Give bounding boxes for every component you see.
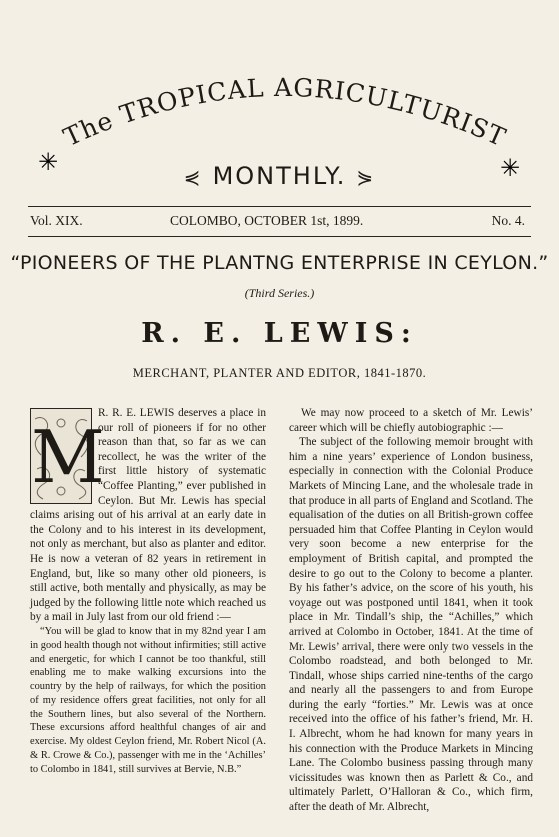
issue-number: No. 4. xyxy=(491,213,525,228)
left-ornament-icon: ✳ xyxy=(38,148,59,176)
article-title: “PIONEERS OF THE PLANTNG ENTERPRISE IN CEYLON.” xyxy=(10,252,549,274)
right-column xyxy=(289,406,533,815)
subject-roles: MERCHANT, PLANTER AND EDITOR, 1841-1870. xyxy=(132,366,427,380)
left-column xyxy=(30,406,266,777)
subject-name: R. E. LEWIS: xyxy=(141,318,418,349)
masthead xyxy=(0,0,559,205)
masthead-subtitle: ⋞ MONTHLY. ⋟ xyxy=(183,162,376,190)
right-paragraph-2: The subject of the following memoir brought with him a nine years’ experience of London business, especially in connection with the Colonial Produce Markets of Mincing Lane, and the wholesale trade in that produce in all parts of England and Scotland. The equalisation of the duties on all British-grown coffee persuaded him that Coffee Planting in Ceylon would very soon become a new enterprise for the employment of British capital, and prompted the desire to go out to the Colony to become a planter. By his father’s advice, on the score of his youth, his voyage out was postponed until 1841, when it took place in Mr. Tindall’s ship, the “Achilles,” which arrived at Colombo in October, 1841. At the time of Mr. Lewis’ arrival, there were only two vessels in the Colombo roadstead, and both belonged to Mr. Tindall, whose ships carried nine-tenths of the cargo and nearly all the passengers to and from Europe during the early “forties.” Mr. Lewis was at once received into the office of his father’s friend, Mr. H. I. Albrecht, whom he had known for many years in his connection with the Produce Markets in Mincing Lane. The Colombo business passing through many vicissitudes was known then as Parlett & Co., and ultimately Parlett, O’Halloran & Co., which firm, after the death of Mr. Albrecht, xyxy=(289,436,533,814)
right-flourish-icon: ⋟ xyxy=(356,165,376,189)
series-label: (Third Series.) xyxy=(244,286,315,300)
volume: Vol. XIX. xyxy=(30,213,83,228)
dropcap-letter: M xyxy=(31,415,105,499)
left-flourish-icon: ⋞ xyxy=(183,165,203,189)
dropcap-illustration xyxy=(30,408,105,504)
bottom-rule xyxy=(28,236,531,237)
right-paragraph-1: We may now proceed to a sketch of Mr. Lewis’ career which will be chiefly autobiographic :— xyxy=(289,407,533,434)
quoted-letter: “You will be glad to know that in my 82nd year I am in good health though not without infirmities; still active and energetic, for which I cannot be too thankful, still enabling me to make walking excursions into the country by the help of railways, for which the position of my residence offers great facilities, not only for all the Southern lines, but also several of the Northern. These excursions afford healthful changes of air and exercise. My oldest Ceylon friend, Mr. Robert Nicol (A. & R. Crowe & Co.), passenger with me in the ‘Achilles’ to Colombo in 1841, still survives at Bervie, N.B.” xyxy=(30,625,266,775)
place-date: COLOMBO, OCTOBER 1st, 1899. xyxy=(170,213,364,228)
intro-paragraph: R. R. E. LEWIS deserves a place in our roll of pioneers if for no other reason than that, so far as we can recollect, he was the writer of the first little history of systematic “Coffee Planting,” ever published in Ceylon. But Mr. Lewis has special claims arising out of his arrival at an early date in the Colony and to his interest in its development, not only as merchant, but also as planter and editor. He is now a veteran of 82 years in retirement in England, but, like so many other old pioneers, is still active, both mentally and physically, as may be judged by the following little note which reached us by a mail in July last from our old friend :— xyxy=(30,407,266,624)
top-rule xyxy=(28,206,531,207)
masthead-title: The TROPICAL AGRICULTURIST xyxy=(59,72,511,153)
right-ornament-icon: ✳ xyxy=(500,154,521,182)
